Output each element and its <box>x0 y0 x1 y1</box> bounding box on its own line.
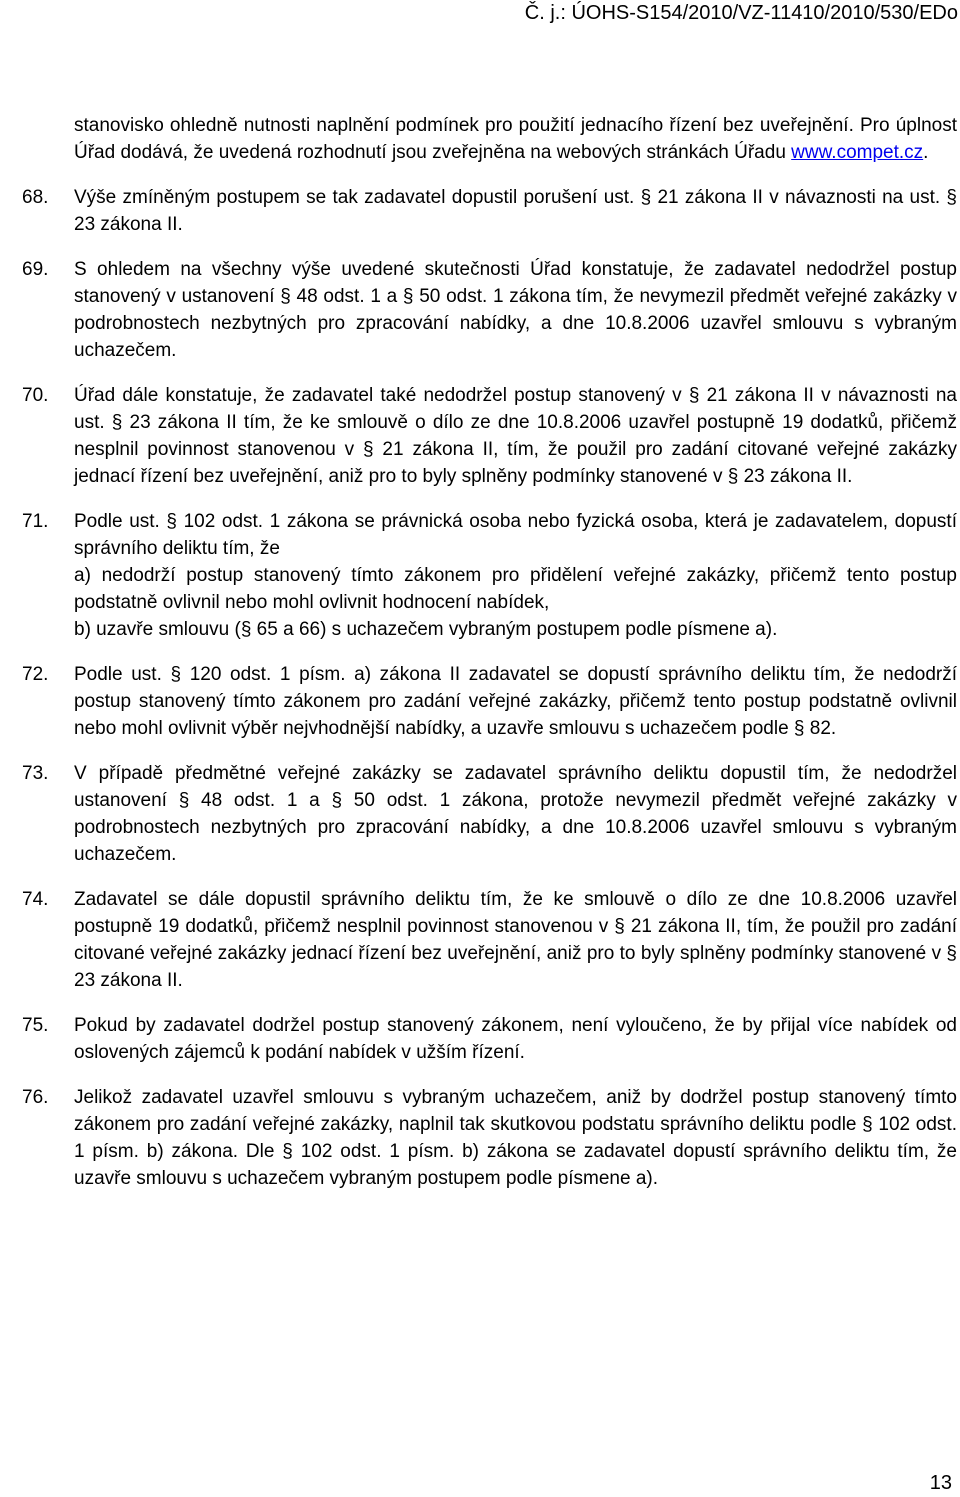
paragraph-68 <box>22 184 957 238</box>
paragraph-69 <box>22 256 957 364</box>
paragraph-number: 69. <box>22 259 49 280</box>
intro-end: . <box>923 142 929 163</box>
paragraph-body <box>74 508 957 643</box>
paragraph-number: 75. <box>22 1015 49 1036</box>
paragraph-number: 72. <box>22 664 49 685</box>
paragraph-number: 70. <box>22 385 49 406</box>
subitem-a: a) nedodrží postup stanovený tímto zákonem pro přidělení veřejné zakázky, přičemž tento postup podstatně ovlivnil nebo mohl ovlivnit hodnocení nabídek, <box>74 565 957 613</box>
subitem-b: b) uzavře smlouvu (§ 65 a 66) s uchazečem vybraným postupem podle písmene a). <box>74 619 778 640</box>
paragraph-number: 73. <box>22 763 49 784</box>
paragraph-text: Podle ust. § 102 odst. 1 zákona se právnická osoba nebo fyzická osoba, která je zadavatelem, dopustí správního deliktu tím, že <box>74 511 957 559</box>
paragraph-text: V případě předmětné veřejné zakázky se zadavatel správního deliktu dopustil tím, že nedodržel ustanovení § 48 odst. 1 a § 50 odst. 1 zákona, protože nevymezil předmět veřejné zakázky v podrobnostech nezbytných pro zpracování nabídky, a dne 10.8.2006 uzavřel smlouvu s vybraným uchazečem. <box>74 763 957 865</box>
paragraph-72 <box>22 661 957 742</box>
paragraph-text: S ohledem na všechny výše uvedené skutečnosti Úřad konstatuje, že zadavatel nedodržel postup stanovený v ustanovení § 48 odst. 1 a § 50 odst. 1 zákona tím, že nevymezil předmět veřejné zakázky v podrobnostech nezbytných pro zpracování nabídky, a dne 10.8.2006 uzavřel smlouvu s vybraným uchazečem. <box>74 259 957 361</box>
paragraph-text: Jelikož zadavatel uzavřel smlouvu s vybraným uchazečem, aniž by dodržel postup stanovený tímto zákonem pro zadání veřejné zakázky, naplnil tak skutkovou podstatu správního deliktu podle § 102 odst. 1 písm. b) zákona. Dle § 102 odst. 1 písm. b) zákona se zadavatel dopustí správního deliktu tím, že uzavře smlouvu s uchazečem vybraným postupem podle písmene a). <box>74 1087 957 1189</box>
paragraph-74 <box>22 886 957 994</box>
compet-link[interactable]: www.compet.cz <box>791 142 924 163</box>
paragraph-text: Zadavatel se dále dopustil správního deliktu tím, že ke smlouvě o dílo ze dne 10.8.2006 uzavřel postupně 19 dodatků, přičemž nesplnil povinnost stanovenou v § 21 zákona II, tím, že použil pro zadání citované veřejné zakázky jednací řízení bez uveřejnění, aniž pro to byly splněny podmínky stanovené v § 23 zákona II. <box>74 889 957 991</box>
paragraph-76 <box>22 1084 957 1192</box>
paragraph-text: Podle ust. § 120 odst. 1 písm. a) zákona II zadavatel se dopustí správního deliktu tím, že nedodrží postup stanovený tímto zákonem pro zadání veřejné zakázky, přičemž tento postup podstatně ovlivnil nebo mohl ovlivnit výběr nejvhodnější nabídky, a uzavře smlouvu s uchazečem podle § 82. <box>74 664 957 739</box>
paragraph-text: Výše zmíněným postupem se tak zadavatel dopustil porušení ust. § 21 zákona II v návaznosti na ust. § 23 zákona II. <box>74 187 957 235</box>
intro-paragraph <box>74 112 957 166</box>
paragraph-70 <box>22 382 957 490</box>
paragraph-number: 76. <box>22 1087 49 1108</box>
paragraph-text: Úřad dále konstatuje, že zadavatel také nedodržel postup stanovený v § 21 zákona II v návaznosti na ust. § 23 zákona II tím, že ke smlouvě o dílo ze dne 10.8.2006 uzavřel postupně 19 dodatků, přičemž nesplnil povinnost stanovenou v § 21 zákona II, tím, že použil pro zadání citované veřejné zakázky jednací řízení bez uveřejnění, aniž pro to byly splněny podmínky stanovené v § 23 zákona II. <box>74 385 957 487</box>
paragraph-number: 74. <box>22 889 49 910</box>
paragraph-75 <box>22 1012 957 1066</box>
paragraph-71 <box>22 508 957 643</box>
page-number: 13 <box>929 1472 952 1494</box>
paragraph-73 <box>22 760 957 868</box>
intro-text: stanovisko ohledně nutnosti naplnění podmínek pro použití jednacího řízení bez uveřejnění. Pro úplnost Úřad dodává, že uvedená rozhodnutí jsou zveřejněna na webových stránkách Úřadu <box>74 115 957 163</box>
paragraph-text: Pokud by zadavatel dodržel postup stanovený zákonem, není vyloučeno, že by přijal více nabídek od oslovených zájemců k podání nabídek v užším řízení. <box>74 1015 957 1063</box>
paragraph-number: 71. <box>22 511 49 532</box>
paragraph-number: 68. <box>22 187 49 208</box>
document-reference: Č. j.: ÚOHS-S154/2010/VZ-11410/2010/530/EDo <box>524 2 958 24</box>
document-body <box>22 112 957 1192</box>
